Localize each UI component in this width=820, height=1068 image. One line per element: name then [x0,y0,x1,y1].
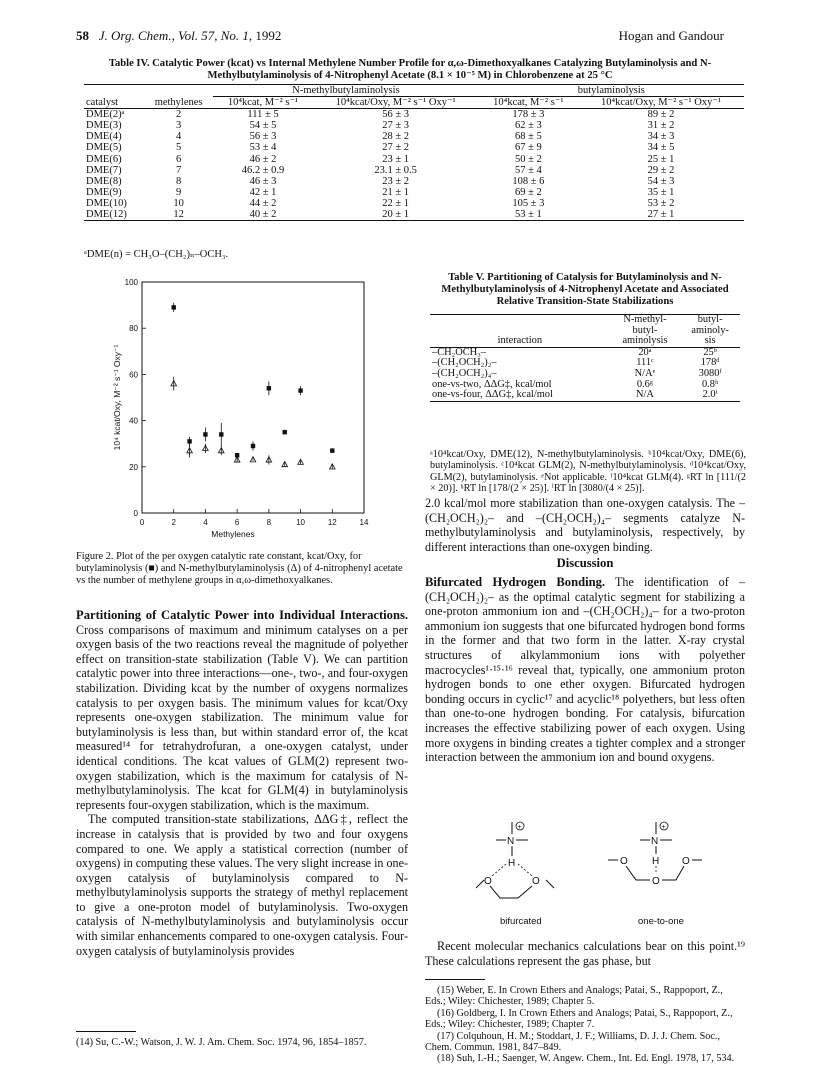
table4-cell: 6 [175,153,182,165]
table5-cell: N/A [636,389,654,401]
table4-row [84,187,744,198]
table4-row [84,142,744,153]
table4-cell: DME(2)ᵃ [86,109,125,121]
table5-col-butyl-a: butyl- [697,314,723,325]
butylaminolysis-point [203,432,207,436]
table4-col-kcatoxy-nmethyl: 10⁴kcat/Oxy, M⁻² s⁻¹ Oxy⁻¹ [335,97,456,109]
x-tick-label: 0 [139,518,145,527]
butylaminolysis-point [283,430,287,434]
butylaminolysis-point [298,388,302,392]
paragraph-partitioning-2: The computed transition-state stabilizations, ΔΔG‡, reflect the increase in catalysis that is provided by two and four oxygens compared to one. We apply a statistical correction (number of oxygens) in computing these values. The very slight increase in one-oxygen catalysis of butylaminolysis compared to N-methylbutylaminolysis supports the strategy of methyl replacement to give a one-proton model of butylaminolysis. Two-oxygen catalysis of N-methylbutylaminolysis and butylaminolysis occur with similar enhancements compared to one-oxygen catalysis. Four-oxygen catalysis of butylaminolysis provides [76,812,408,958]
svg-text:O: O [682,856,690,867]
table5-row [430,369,740,380]
reference-entry: (15) Weber, E. In Crown Ethers and Analogs; Patai, S., Rappoport, Z., Eds.; Wiley: Chichester, 1989; Chapter 5. [425,985,723,1008]
table5-cell: one-vs-four, ΔΔG‡, kcal/mol [432,389,553,401]
paragraph-bifurcated: The identification of –(CH₂OCH₂)₂– as the optimal catalytic segment for stabilizing a one-proton ammonium ion and –(CH₂OCH₂)₄– for a two-proton ammonium ion suggests that one bifurcated hydrogen bond forms in the former and that two form in the latter. X-ray crystal structures of alkylammonium ions with polyether macrocycles¹·¹⁵·¹⁶ reveal that, typically, one ammonium proton hydrogen bonds to one ether oxygen. Bifurcated hydrogen bonding occurs in cyclic¹⁷ and acyclic¹⁸ polyethers, but less often than one-to-one hydrogen bonding. For catalysis, bifurcation increases the effective stabilizing power of each oxygen. Using more oxygens in binding creates a tighter complex and a stronger interaction between the ammonium ion and bound oxygens. [425,574,745,765]
table5 [430,314,740,402]
table4-cell: 34 ± 3 [647,131,675,143]
table4-body [84,109,744,221]
journal-year: 1992 [255,28,282,43]
table5-row [430,390,740,401]
table4-cell: 28 ± 2 [382,131,410,143]
y-tick-label: 40 [129,416,138,426]
table5-cell: –(CH₂OCH₂)₄– [432,367,497,379]
table4-cell: 69 ± 2 [514,186,542,198]
table4-cell: 68 ± 5 [514,131,542,143]
svg-text:N: N [651,836,659,847]
paragraph-partitioning-1: Cross comparisons of maximum and minimum catalyses on a per oxygen basis of the two reactions reveal the magnitude of polyether effect on transition-state stabilization (Table V). We can partition catalytic power into three interactions—one-, two-, and four-oxygen stabilization. Dividing kcat by the number of oxygens normalizes catalysis to per oxygen basis. The minimum values for kcat/Oxy represents one-oxygen stabilization. The minimum value for butylaminolysis is less than, but within standard error of, the kcat measured¹⁴ for tetrahydrofuran, a one-oxygen catalyst, under identical conditions. The kcat values of GLM(2) represent two-oxygen stabilization, which is the maximum for catalysis of N-methylbutylaminolysis. The kcat for GLM(4) in butylaminolysis represents four-oxygen stabilization, which is the maximum. [76,622,408,812]
table4-cell: 178 ± 3 [512,109,545,121]
svg-text:O: O [532,876,540,887]
table4-cell: 53 ± 2 [647,197,675,209]
table4-cell: 12 [173,209,184,221]
butylaminolysis-point [267,386,271,390]
table4-cell: 22 ± 1 [382,197,410,209]
table4-cell: 105 ± 3 [512,197,545,209]
table4-col-kcatoxy-butyl: 10⁴kcat/Oxy, M⁻² s⁻¹ Oxy⁻¹ [600,97,722,109]
one-to-one-structure [608,822,702,887]
running-header-left [76,28,281,44]
table4-cell: 46.2 ± 0.9 [241,164,285,176]
table4-cell: 53 ± 4 [249,142,277,154]
table4-cell: 23 ± 1 [382,153,410,165]
table5-col-butyl-c: sis [704,335,716,347]
table4-cell: 35 ± 1 [647,186,675,198]
table4-cell: 46 ± 3 [249,175,277,187]
left-column-text [76,608,408,958]
table5-cell: 2.0ⁱ [702,389,718,401]
footnote-divider-left [76,1031,136,1032]
table4-caption: Table IV. Catalytic Power (kcat) vs Internal Methylene Number Profile for α,ω-Dimethoxyalkanes Catalyzing Butylaminolysis and N-Methylbutylaminolysis of 4-Nitrophenyl Acetate (8.1 × 10⁻⁵ M) in Chlorobenzene at 25 °C [108,58,712,81]
reference-entry: (17) Colquhoun, H. M.; Stoddart, J. F.; Williams, D. J. J. Chem. Soc., Chem. Commun. 1981, 847–849. [425,1030,720,1054]
table4-row [84,120,744,131]
table4-col-catalyst: catalyst [86,96,119,108]
table4-cell: 23 ± 2 [382,175,410,187]
table4-cell: 31 ± 2 [647,120,675,132]
table5-col-butyl-b: aminoly- [691,324,729,336]
reference-14: (14) Su, C.-W.; Watson, J. W. J. Am. Chem. Soc. 1974, 96, 1854–1857. [76,1037,367,1048]
table4-cell: 27 ± 2 [382,142,410,154]
table4-footnote: ᵃDME(n) = CH₃O–(CH₂)ₙ–OCH₃. [84,249,229,260]
table5-cell: 111ᶜ [636,357,654,369]
svg-text:O: O [652,876,660,887]
table4-cell: 9 [175,186,182,198]
table4-row [84,198,744,209]
table5-col-nmethyl-c: aminolysis [622,335,668,347]
table5-cell: 25ᵇ [703,346,717,358]
table5-col-nmethyl-a: N-methyl- [623,314,667,325]
butylaminolysis-point [219,432,223,436]
table5-cell: –CH₂OCH₃– [432,346,487,358]
y-tick-label: 0 [133,509,138,518]
table4-cell: 56 ± 3 [249,131,277,143]
x-tick-label: 12 [327,518,337,527]
table4-cell: DME(10) [86,197,127,209]
page-number: 58 [76,28,89,43]
table4-cell: 27 ± 1 [647,209,675,221]
svg-text:O: O [620,856,628,867]
subsection-heading-bifurcated: Bifurcated Hydrogen Bonding. [425,574,606,589]
butylaminolysis-point [187,439,191,443]
table4-row [84,154,744,165]
butylaminolysis-point [251,444,255,448]
table4-cell: 5 [175,142,182,154]
y-axis-label: 10⁴ kcat/Oxy, M⁻² s⁻¹ Oxy⁻¹ [112,344,122,451]
svg-text:N: N [507,836,515,847]
table4-cell: DME(6) [86,153,122,165]
table4-row [84,131,744,142]
table4-cell: 42 ± 1 [249,186,277,198]
table4-cell: 62 ± 3 [514,120,542,132]
table4-cell: 23.1 ± 0.5 [374,164,417,176]
table4-cell: 3 [175,120,182,132]
table4-cell: DME(12) [86,209,127,221]
table4-cell: 50 ± 2 [514,153,542,165]
x-tick-label: 6 [234,518,240,527]
table4-cell: 111 ± 5 [247,109,279,121]
table4-column-header [84,97,744,109]
plot-frame [142,282,364,513]
table4-cell: DME(7) [86,164,122,176]
table5-col-nmethyl-b: butyl- [632,324,658,336]
table4-cell: DME(4) [86,131,122,143]
table5-header-row-3 [430,336,740,347]
table4-row [84,209,744,221]
y-tick-label: 100 [124,278,138,287]
table4-cell: 27 ± 3 [382,120,410,132]
table4-cell: 34 ± 5 [647,142,675,154]
table4-cell: 8 [175,175,182,187]
table4-row [84,109,744,121]
paragraph-recent: Recent molecular mechanics calculations bear on this point.¹⁹ These calculations represent the gas phase, but [425,939,745,968]
paragraph-continuation: 2.0 kcal/mol more stabilization than one-oxygen catalysis. The –(CH₂OCH₂)₂– and –(CH₂OCH₂)₄– segments catalyze N-methylbutylaminolysis and butylaminolysis, respectively, by different interactions than one-oxygen binding. [425,496,745,554]
bifurcated-label: bifurcated [500,916,542,927]
section-heading-discussion: Discussion [556,556,614,571]
table4-cell: 67 ± 9 [514,142,542,154]
table4 [84,84,744,221]
table4-cell: 108 ± 6 [512,175,545,187]
table4-cell: 54 ± 3 [647,175,675,187]
table5-cell: –(CH₂OCH₂)₂– [432,357,497,369]
bifurcated-structure [476,822,554,898]
figure2-caption: Figure 2. Plot of the per oxygen catalytic rate constant, kcat/Oxy, for butylaminolysis (■) and N-methylbutylaminolysis (Δ) of 4-nitrophenyl acetate vs the number of methylene groups in α,ω-dimethoxyalkanes. [76,551,403,586]
table4-cell: 29 ± 2 [647,164,675,176]
references-right [425,985,745,1065]
table5-cell: 0.8ʰ [701,378,719,390]
hydrogen-bond-structures [470,818,720,934]
x-axis-label: Methylenes [211,529,255,539]
table4-cell: 40 ± 2 [249,209,277,221]
table4-cell: 57 ± 4 [514,164,542,176]
table4-cell: 54 ± 5 [249,120,277,132]
table4-cell: 4 [175,131,182,143]
table4-cell: 21 ± 1 [382,186,410,198]
table5-cell: 0.6ᵍ [636,378,654,390]
table4-cell: 46 ± 2 [249,153,277,165]
journal-volume: Vol. 57, [178,28,218,43]
table4-cell: 25 ± 1 [647,153,675,165]
y-tick-label: 60 [129,370,138,380]
table4-cell: DME(8) [86,175,122,187]
table4-cell: 7 [175,164,182,176]
journal-name: J. Org. Chem., [98,28,175,43]
table5-cell: 20ᵃ [638,346,652,358]
table4-cell: 44 ± 2 [249,197,277,209]
table4-cell: 2 [175,109,182,121]
running-header-authors: Hogan and Gandour [618,28,724,43]
table5-header-row-1 [430,315,740,326]
table4-cell: DME(9) [86,186,122,198]
x-tick-label: 8 [266,518,272,527]
table5-cell: one-vs-two, ΔΔG‡, kcal/mol [432,378,552,390]
table4-cell: 20 ± 1 [382,209,410,221]
table5-header-row-2 [430,326,740,337]
figure2-scatter-plot [74,270,374,545]
butylaminolysis-point [172,305,176,309]
section-heading-partitioning: Partitioning of Catalytic Power into Individual Interactions. [76,608,408,622]
table4-cell: 53 ± 1 [514,209,542,221]
reference-entry: (16) Goldberg, I. In Crown Ethers and Analogs; Patai, S., Rappoport, Z., Eds.; Wiley: Chichester, 1989; Chapter 7. [425,1007,733,1031]
right-column-text [425,496,745,765]
svg-text:+: + [517,824,522,831]
y-tick-label: 80 [129,324,138,334]
table5-cell: N/Aᵉ [634,367,656,379]
svg-text:+: + [661,824,666,831]
svg-text:O: O [484,876,492,887]
table4-group-header [84,85,744,97]
journal-issue: No. 1, [220,28,253,43]
svg-text:H: H [652,856,660,867]
table4-row [84,165,744,176]
table5-caption: Table V. Partitioning of Catalysis for Butylaminolysis and N-Methylbutylaminolysis of 4-Nitrophenyl Acetate and Associated Relative Transition-State Stabilizations [441,272,729,307]
svg-text:H: H [508,858,516,869]
table5-cell: 3080ᶠ [698,367,722,379]
table4-col-kcat-nmethyl: 10⁴kcat, M⁻² s⁻¹ [227,97,299,109]
y-tick-label: 20 [129,462,138,472]
one-to-one-label: one-to-one [638,916,684,927]
table4-col-methylenes: methylenes [154,96,203,108]
table4-group-butyl: butylaminolysis [479,85,744,97]
table5-footnotes: ᵃ10⁴kcat/Oxy, DME(12), N-methylbutylaminolysis. ᵇ10⁴kcat/Oxy, DME(6), butylaminolysis. ᶜ10⁴kcat GLM(2), N-methylbutylaminolysis. ᵈ10⁴kcat/Oxy, GLM(2), butylaminolysis. ᵉNot applicable. ᶠ10⁴kcat GLM(4). ᵍRT ln [111/(2 × 20)]. ʰRT ln [178/(2 × 25)]. ⁱRT ln [3080/(4 × 25)]. [430,449,746,494]
table4-cell: DME(5) [86,142,122,154]
x-tick-label: 4 [203,518,208,527]
butylaminolysis-point [330,448,334,452]
table5-body [430,347,740,401]
table4-group-nmethyl: N-methylbutylaminolysis [213,85,478,97]
table4-cell: DME(3) [86,120,122,132]
table5-cell: 178ᵈ [700,357,720,369]
x-tick-label: 10 [296,518,306,527]
table4-row [84,176,744,187]
table5-col-interaction: interaction [497,335,543,347]
x-tick-label: 2 [171,518,176,527]
table4-col-kcat-butyl: 10⁴kcat, M⁻² s⁻¹ [493,97,564,109]
reference-entry: (18) Suh, I.-H.; Saenger, W. Angew. Chem., Int. Ed. Engl. 1978, 17, 534. [437,1053,735,1065]
table4-cell: 56 ± 3 [382,109,410,121]
table4-cell: 89 ± 2 [647,109,675,121]
table4-cell: 10 [173,197,184,209]
footnote-divider-right [425,979,485,980]
x-tick-label: 14 [359,518,369,527]
